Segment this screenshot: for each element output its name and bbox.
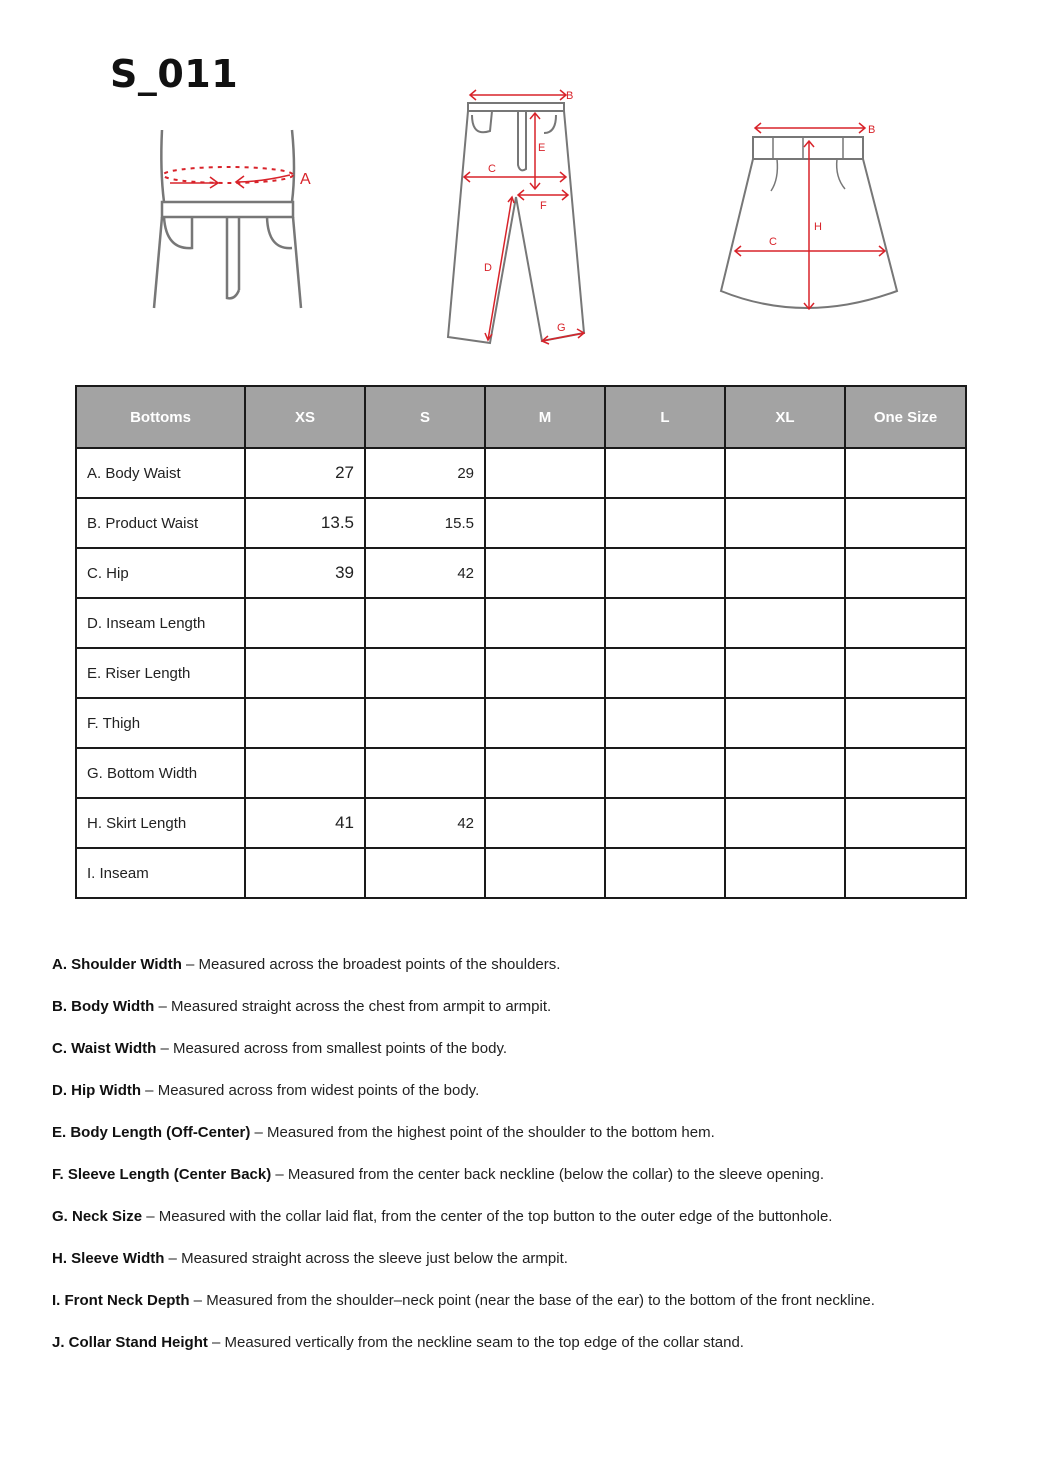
- row-label: B. Product Waist: [76, 498, 245, 548]
- cell-xs: 39: [245, 548, 365, 598]
- note-item: [52, 1248, 932, 1269]
- note-term: B. Body Width: [52, 998, 155, 1015]
- header-m: M: [485, 386, 605, 448]
- cell-s: [365, 698, 485, 748]
- cell-m: [485, 548, 605, 598]
- row-label: E. Riser Length: [76, 648, 245, 698]
- cell-s: 42: [365, 548, 485, 598]
- diagram-label-a: A: [300, 171, 311, 188]
- row-label: G. Bottom Width: [76, 748, 245, 798]
- cell-m: [485, 448, 605, 498]
- cell-m: [485, 848, 605, 898]
- row-label: F. Thigh: [76, 698, 245, 748]
- table-header-row: [76, 386, 966, 448]
- skirt-diagram: [715, 115, 915, 325]
- note-desc: – Measured vertically from the neckline seam to the top edge of the collar stand.: [207, 1334, 744, 1351]
- cell-xl: [725, 648, 845, 698]
- note-desc: – Measured across from widest points of the body.: [141, 1082, 480, 1099]
- table-row: [76, 498, 966, 548]
- cell-l: [605, 448, 725, 498]
- note-item: [52, 996, 932, 1017]
- cell-xs: 41: [245, 798, 365, 848]
- header-bottoms: Bottoms: [76, 386, 245, 448]
- pants-diagram: [440, 85, 600, 355]
- note-term: H. Sleeve Width: [52, 1250, 165, 1267]
- cell-xs: 27: [245, 448, 365, 498]
- table-row: [76, 848, 966, 898]
- cell-xs: [245, 698, 365, 748]
- table-row: [76, 748, 966, 798]
- size-chart-table: [75, 385, 967, 899]
- body-waist-diagram: [140, 120, 340, 320]
- row-label: A. Body Waist: [76, 448, 245, 498]
- table-row: [76, 698, 966, 748]
- note-item: [52, 1038, 932, 1059]
- cell-l: [605, 748, 725, 798]
- pants-label-c: C: [488, 163, 496, 175]
- cell-one-size: [845, 698, 966, 748]
- cell-l: [605, 648, 725, 698]
- cell-m: [485, 498, 605, 548]
- measurement-notes: [52, 954, 932, 1374]
- cell-l: [605, 548, 725, 598]
- cell-l: [605, 498, 725, 548]
- cell-s: 15.5: [365, 498, 485, 548]
- header-one-size: One Size: [845, 386, 966, 448]
- cell-l: [605, 698, 725, 748]
- cell-one-size: [845, 448, 966, 498]
- cell-l: [605, 798, 725, 848]
- note-term: G. Neck Size: [52, 1208, 143, 1225]
- cell-l: [605, 848, 725, 898]
- note-term: I. Front Neck Depth: [52, 1292, 190, 1309]
- note-desc: – Measured straight across the sleeve just below the armpit.: [164, 1250, 568, 1267]
- row-label: C. Hip: [76, 548, 245, 598]
- pants-label-e: E: [538, 142, 546, 154]
- cell-s: 29: [365, 448, 485, 498]
- note-term: A. Shoulder Width: [52, 956, 182, 973]
- cell-s: [365, 648, 485, 698]
- note-item: [52, 1290, 932, 1311]
- cell-xl: [725, 748, 845, 798]
- row-label: H. Skirt Length: [76, 798, 245, 848]
- cell-xs: 13.5: [245, 498, 365, 548]
- note-term: D. Hip Width: [52, 1082, 142, 1099]
- table-row: [76, 448, 966, 498]
- table-row: [76, 548, 966, 598]
- cell-s: 42: [365, 798, 485, 848]
- cell-xl: [725, 498, 845, 548]
- cell-l: [605, 598, 725, 648]
- header-xl: XL: [725, 386, 845, 448]
- cell-one-size: [845, 748, 966, 798]
- cell-xl: [725, 848, 845, 898]
- page-title: S_011: [110, 52, 239, 96]
- note-desc: – Measured from the center back neckline (below the collar) to the sleeve opening.: [271, 1166, 825, 1183]
- note-term: E. Body Length (Off-Center): [52, 1124, 251, 1141]
- cell-xs: [245, 598, 365, 648]
- cell-xl: [725, 798, 845, 848]
- pants-label-b: B: [566, 90, 574, 102]
- note-item: [52, 1206, 932, 1227]
- cell-one-size: [845, 548, 966, 598]
- note-item: [52, 1332, 932, 1353]
- header-xs: XS: [245, 386, 365, 448]
- note-item: [52, 1122, 932, 1143]
- cell-one-size: [845, 648, 966, 698]
- cell-m: [485, 648, 605, 698]
- pants-label-d: D: [484, 262, 492, 274]
- note-desc: – Measured across the broadest points of the shoulders.: [181, 956, 561, 973]
- pants-label-g: G: [557, 322, 566, 334]
- row-label: I. Inseam: [76, 848, 245, 898]
- note-item: [52, 954, 932, 975]
- cell-xs: [245, 648, 365, 698]
- cell-xl: [725, 698, 845, 748]
- table-row: [76, 648, 966, 698]
- header-l: L: [605, 386, 725, 448]
- note-term: F. Sleeve Length (Center Back): [52, 1166, 272, 1183]
- pants-label-f: F: [540, 200, 547, 212]
- skirt-label-h: H: [814, 221, 822, 233]
- cell-one-size: [845, 798, 966, 848]
- cell-xs: [245, 748, 365, 798]
- cell-xl: [725, 448, 845, 498]
- note-term: C. Waist Width: [52, 1040, 157, 1057]
- cell-one-size: [845, 498, 966, 548]
- cell-xs: [245, 848, 365, 898]
- table-row: [76, 798, 966, 848]
- note-desc: – Measured straight across the chest from armpit to armpit.: [154, 998, 552, 1015]
- cell-s: [365, 848, 485, 898]
- header-s: S: [365, 386, 485, 448]
- cell-m: [485, 748, 605, 798]
- cell-xl: [725, 598, 845, 648]
- skirt-label-c: C: [769, 236, 777, 248]
- note-desc: – Measured across from smallest points of the body.: [156, 1040, 508, 1057]
- note-desc: – Measured from the highest point of the shoulder to the bottom hem.: [250, 1124, 715, 1141]
- note-desc: – Measured with the collar laid flat, from the center of the top button to the outer edge of the buttonhole.: [142, 1208, 833, 1225]
- note-term: J. Collar Stand Height: [52, 1334, 208, 1351]
- cell-m: [485, 798, 605, 848]
- note-desc: – Measured from the shoulder–neck point (near the base of the ear) to the bottom of the front neckline.: [189, 1292, 875, 1309]
- table-row: [76, 598, 966, 648]
- cell-xl: [725, 548, 845, 598]
- skirt-label-b: B: [868, 124, 876, 136]
- cell-m: [485, 598, 605, 648]
- cell-s: [365, 748, 485, 798]
- row-label: D. Inseam Length: [76, 598, 245, 648]
- cell-s: [365, 598, 485, 648]
- cell-one-size: [845, 848, 966, 898]
- note-item: [52, 1080, 932, 1101]
- cell-m: [485, 698, 605, 748]
- cell-one-size: [845, 598, 966, 648]
- note-item: [52, 1164, 932, 1185]
